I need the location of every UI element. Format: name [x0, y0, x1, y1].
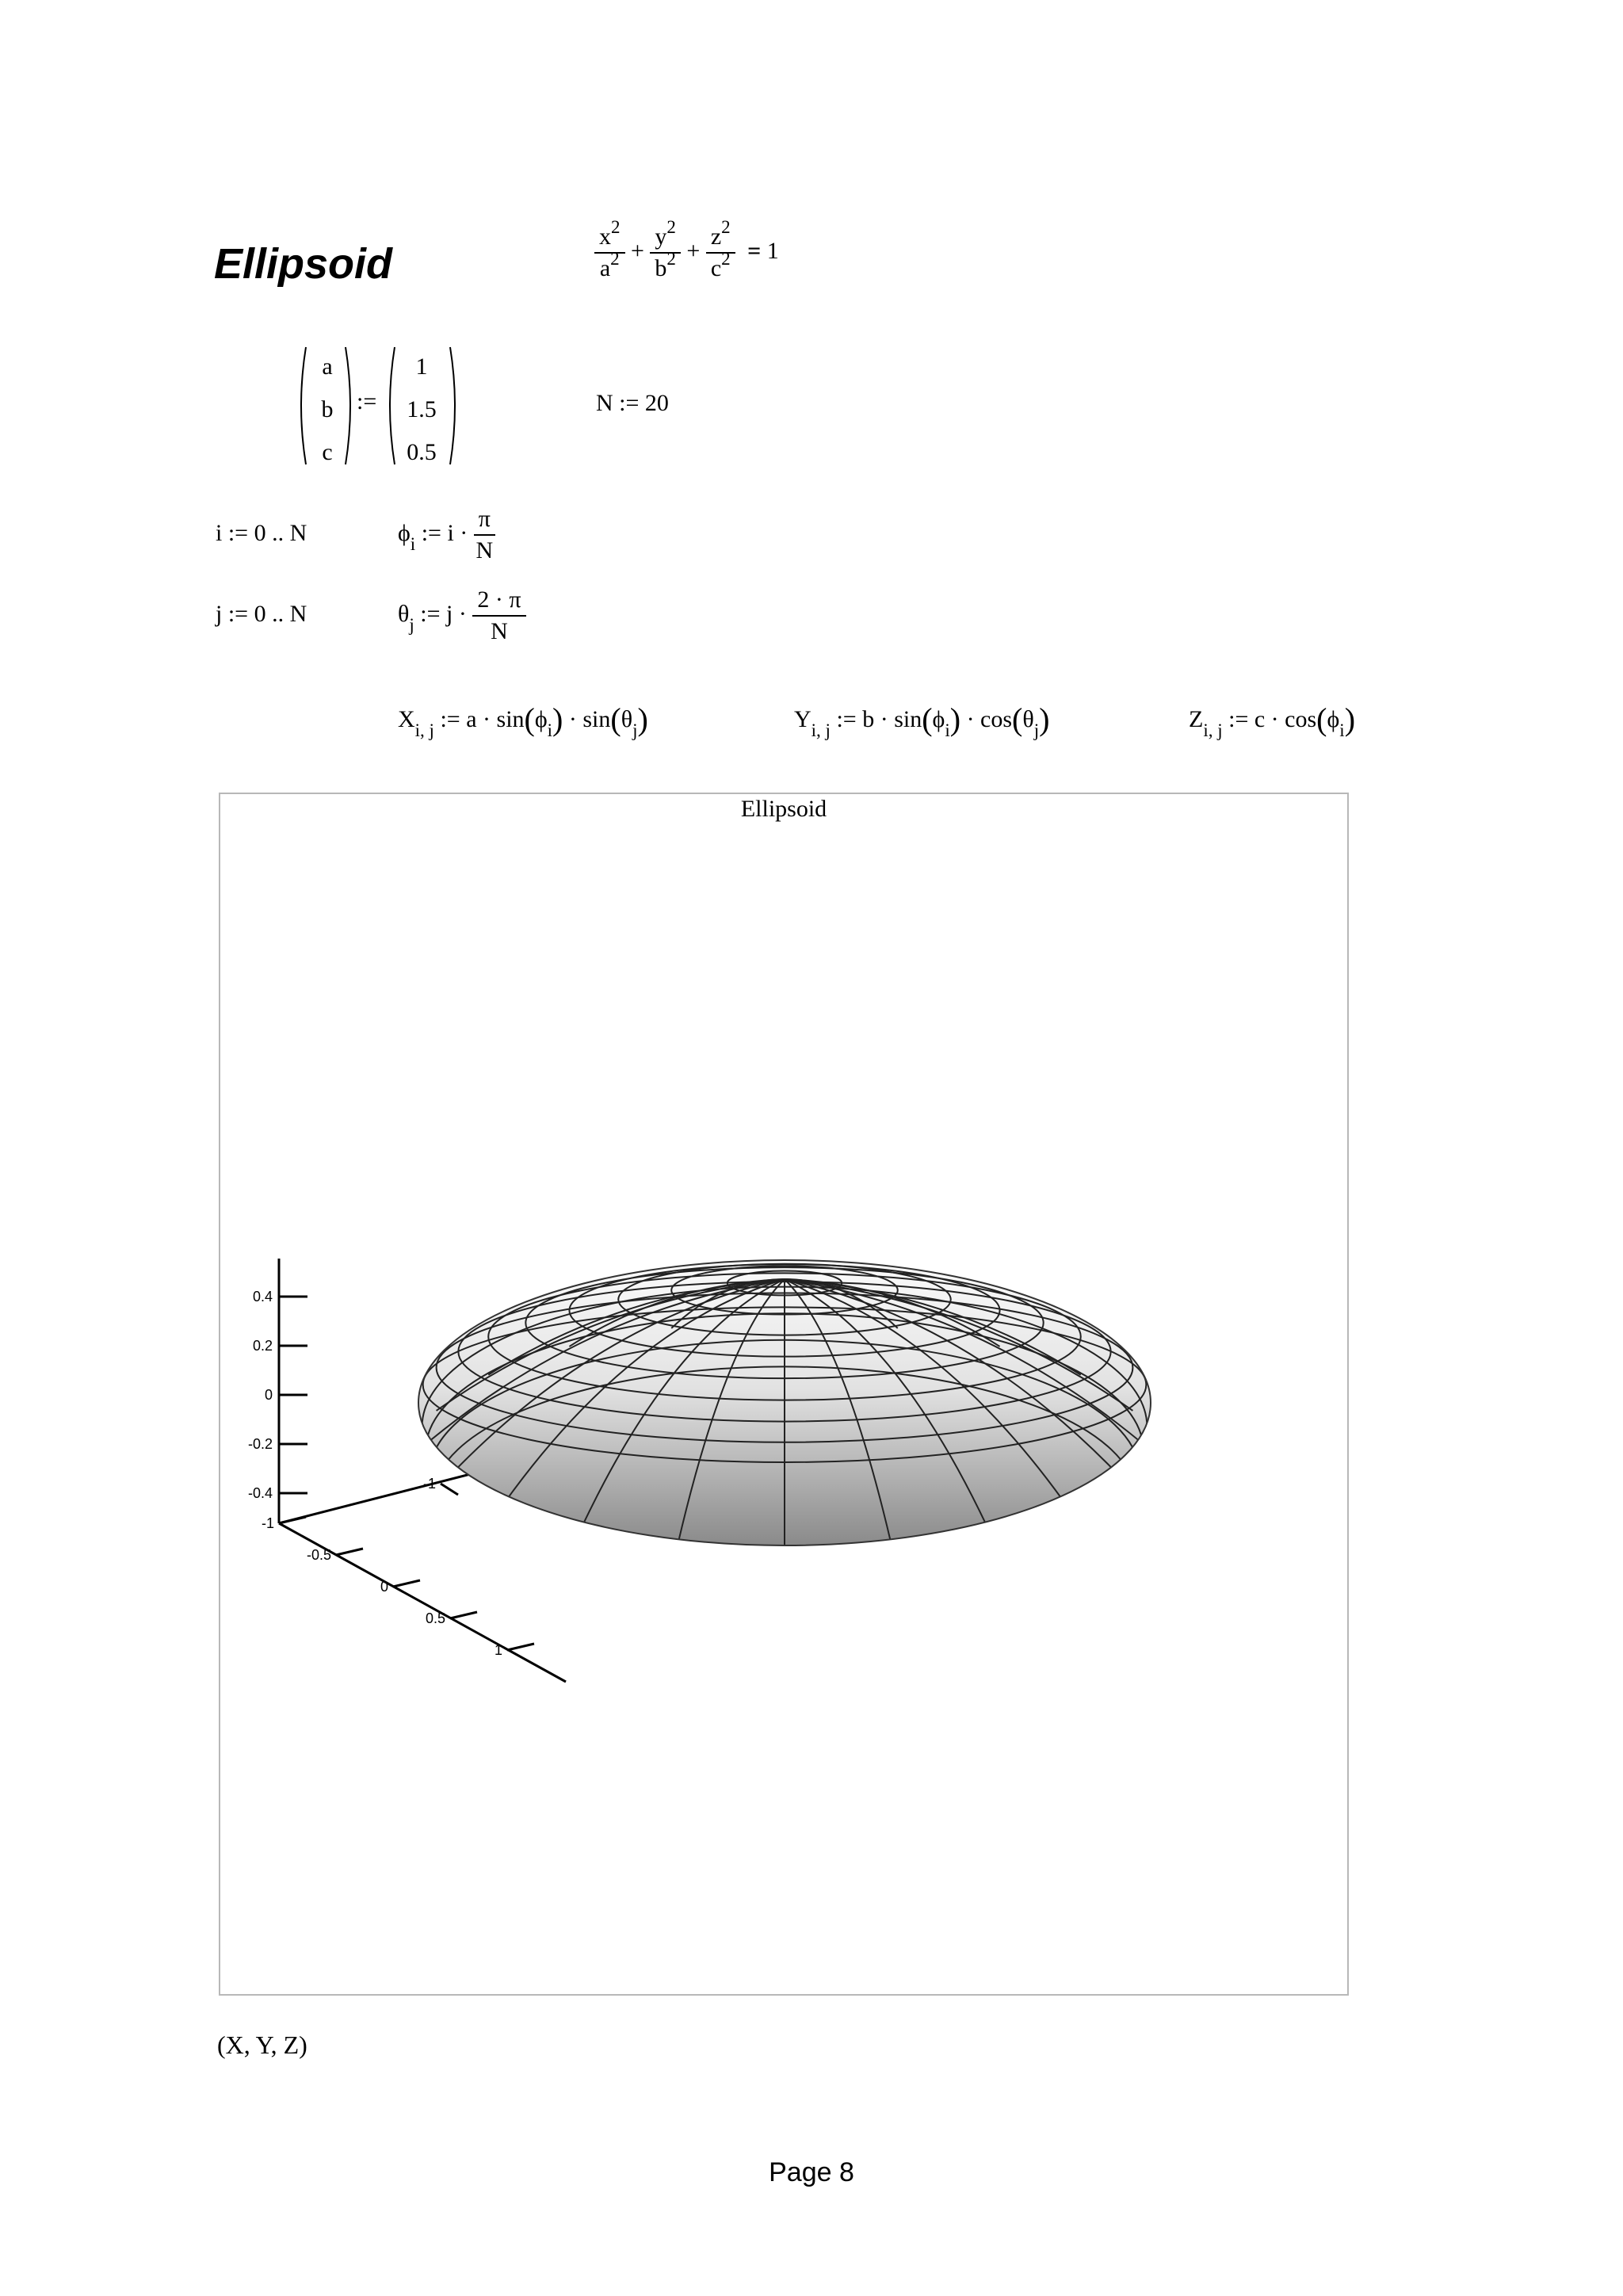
y-definition: $Y_{i, j}$ := $b \cdot \sin(\phi_i) \cdot \cos(\theta_j)$: [794, 701, 1050, 740]
x-tick: [279, 1517, 306, 1523]
j-range: j := 0 .. N: [216, 601, 307, 627]
x-definition: $X_{i, j}$ := $a \cdot \sin(\phi_i) \cdot \sin(\theta_j)$: [398, 701, 648, 740]
x-tick-label: -1: [261, 1515, 274, 1531]
z-tick-label: 0.4: [252, 1289, 273, 1305]
param-value-c: 0.5: [407, 439, 437, 465]
x-tick-label: 1: [494, 1642, 502, 1658]
surface-plot-frame[interactable]: [219, 793, 1349, 1996]
fraction-y: $\frac{y^2}{b^2}$: [650, 223, 681, 282]
x-tick: [393, 1580, 420, 1587]
page-title: Ellipsoid: [214, 240, 393, 288]
ellipsoid-surface-plot: [220, 794, 1347, 1994]
x-tick: [507, 1644, 534, 1650]
plot-title: Ellipsoid: [740, 796, 827, 822]
param-name-c: c: [322, 439, 333, 465]
z-tick-label: -0.4: [247, 1485, 273, 1501]
x-tick: [336, 1549, 363, 1555]
param-name-a: a: [322, 353, 333, 380]
y-tick-label: -1: [422, 1476, 436, 1492]
param-value-a: 1: [415, 353, 428, 380]
z-definition: $Z_{i, j}$ := $c \cdot \cos(\phi_i)$: [1189, 701, 1356, 740]
x-tick-label: 0.5: [425, 1610, 445, 1626]
parameter-assignment: [295, 342, 469, 469]
assign-operator: :=: [357, 388, 377, 415]
theta-definition: $\theta_j$ := j · $\frac{2 \cdot \pi}{N}$: [398, 586, 526, 645]
x-tick-label: -0.5: [306, 1547, 331, 1563]
ellipsoid-equation: $\frac{x^2}{a^2}$ + $\frac{y^2}{b^2}$ + $\frac{z^2}{c^2}$ = 1: [594, 223, 779, 282]
z-tick-label: -0.2: [247, 1436, 273, 1452]
param-value-b: 1.5: [407, 396, 437, 422]
param-name-b: b: [321, 396, 334, 422]
x-tick-label: 0: [380, 1579, 388, 1595]
y-tick: [441, 1484, 458, 1495]
z-tick-label: 0.2: [252, 1338, 273, 1354]
page-number: Page 8: [769, 2157, 854, 2187]
x-tick: [450, 1612, 477, 1618]
n-definition: N := 20: [596, 390, 669, 416]
fraction-x: $\frac{x^2}{a^2}$: [594, 223, 625, 282]
plot-caption: (X, Y, Z): [217, 2030, 307, 2059]
fraction-z: $\frac{z^2}{c^2}$: [706, 223, 735, 282]
i-range: i := 0 .. N: [216, 520, 307, 546]
z-tick-label: 0: [264, 1387, 273, 1403]
phi-definition: $\phi_i$ := i · $\frac{\pi}{N}$: [398, 506, 495, 564]
